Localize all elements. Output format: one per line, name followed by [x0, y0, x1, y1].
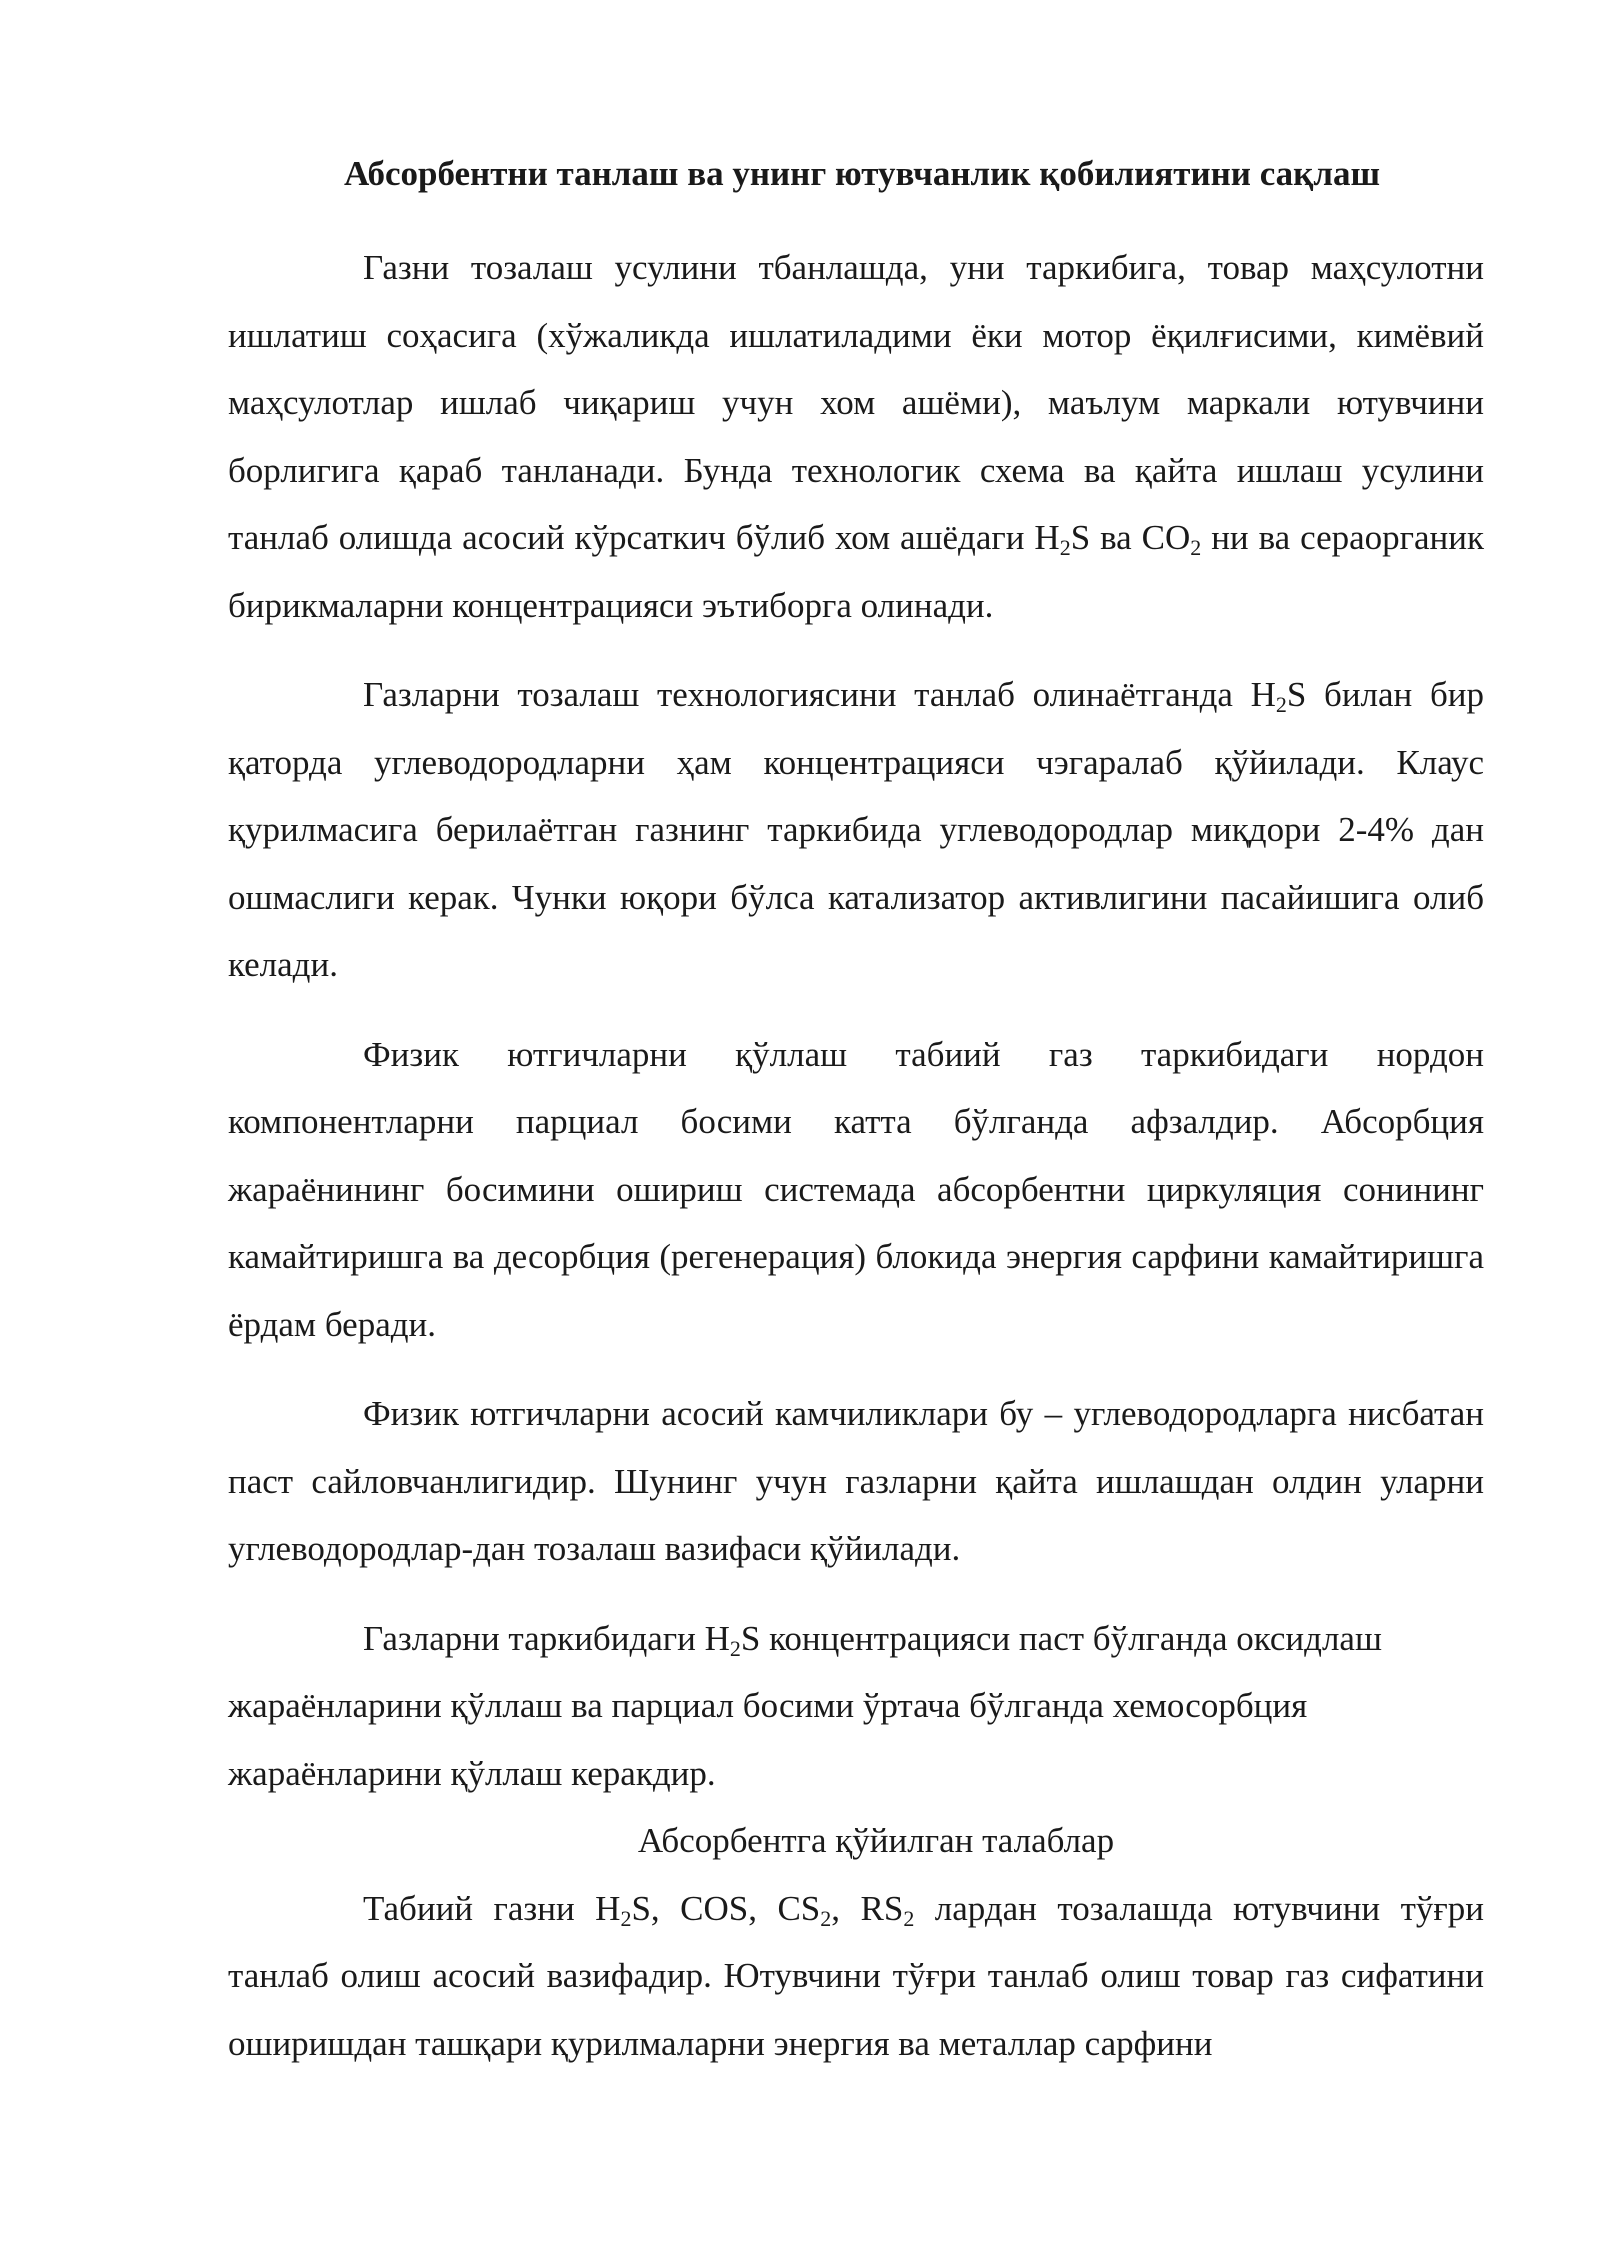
paragraph-physical-absorbents-drawbacks — [228, 1380, 1484, 1583]
subscript: 2 — [620, 1905, 632, 1931]
paragraph-text: S билан бир қаторда углеводородларни ҳам концентрацияси чэгаралаб қўйилади. Клаус қурилмасига берилаётган газнинг таркибида углеводородлар миқдори 2-4% дан ошмаслиги керак. Чунки юқори бўлса катализатор активлигини пасайишига олиб келади. — [228, 675, 1484, 984]
paragraph-text: Газларни тозалаш технологиясини танлаб олинаётганда H — [363, 675, 1276, 714]
paragraph-text: ни ва сераорганик бирикмаларни концентрацияси эътиборга олинади. — [228, 518, 1485, 625]
paragraph-oxidation-processes — [228, 1605, 1484, 1808]
paragraph-text: лардан тозалашда ютувчини тўғри танлаб олиш асосий вазифадир. Ютувчини тўғри танлаб олиш товар газ сифатини оширишдан ташқари қурилмаларни энергия ва металлар сарфини — [228, 1888, 1485, 2063]
subscript: 2 — [729, 1635, 741, 1661]
paragraph-natural-gas-purification — [228, 1875, 1484, 2078]
section-subheading: Абсорбентга қўйилган талаблар — [637, 1821, 1115, 1860]
paragraph-text: Газни тозалаш усулини тбанлашда, уни таркибига, товар маҳсулотни ишлатиш соҳасига (хўжаликда ишлатиладими ёки мотор ёқилғисими, кимёвий маҳсулотлар ишлаб чиқариш учун хом ашёми), маълум маркали ютувчини борлигига қараб танланади. Бунда технологик схема ва қайта ишлаш усулини танлаб олишда асосий кўрсаткич бўлиб хом ашёдаги H — [228, 248, 1484, 557]
paragraph-text: Табиий газни H — [363, 1888, 621, 1928]
paragraph-physical-absorbents — [228, 1021, 1484, 1359]
paragraph-technology-selection — [228, 661, 1484, 999]
subscript: 2 — [903, 1905, 915, 1931]
paragraph-gas-purification-method — [228, 234, 1484, 639]
paragraph-text: , RS — [831, 1888, 904, 1928]
paragraph-text: Физик ютгичларни қўллаш табиий газ таркибидаги нордон компонентларни парциал босими катта бўлганда афзалдир. Абсорбция жараёнининг босимини ошириш системада абсорбентни циркуляция сонининг камайтиришга ва десорбция (регенерация) блокида энергия сарфини камайтиришга ёрдам беради. — [228, 1034, 1484, 1344]
subscript: 2 — [820, 1905, 832, 1931]
document-page — [228, 150, 1484, 2077]
paragraph-text: Физик ютгичларни асосий камчиликлари бу – углеводородларга нисбатан паст сайловчанлигидир. Шунинг учун газларни қайта ишлашдан олдин уларни углеводородлар-дан тозалаш вазифаси қўйилади. — [228, 1394, 1484, 1568]
paragraph-text: Газларни таркибидаги H — [363, 1618, 730, 1658]
paragraph-text: S ва CO — [1070, 518, 1191, 557]
paragraph-text: S концентрацияси паст бўлганда оксидлаш жараёнларини қўллаш ва парциал босими ўртача бўлганда хемосорбция жараёнларини қўллаш керакдир. — [228, 1618, 1382, 1793]
subscript: 2 — [1275, 692, 1287, 717]
paragraph-text: S, COS, CS — [631, 1888, 821, 1928]
subscript: 2 — [1190, 535, 1202, 560]
subscript: 2 — [1059, 535, 1071, 560]
document-title: Абсорбентни танлаш ва унинг ютувчанлик қобилиятини сақлаш — [343, 154, 1381, 193]
